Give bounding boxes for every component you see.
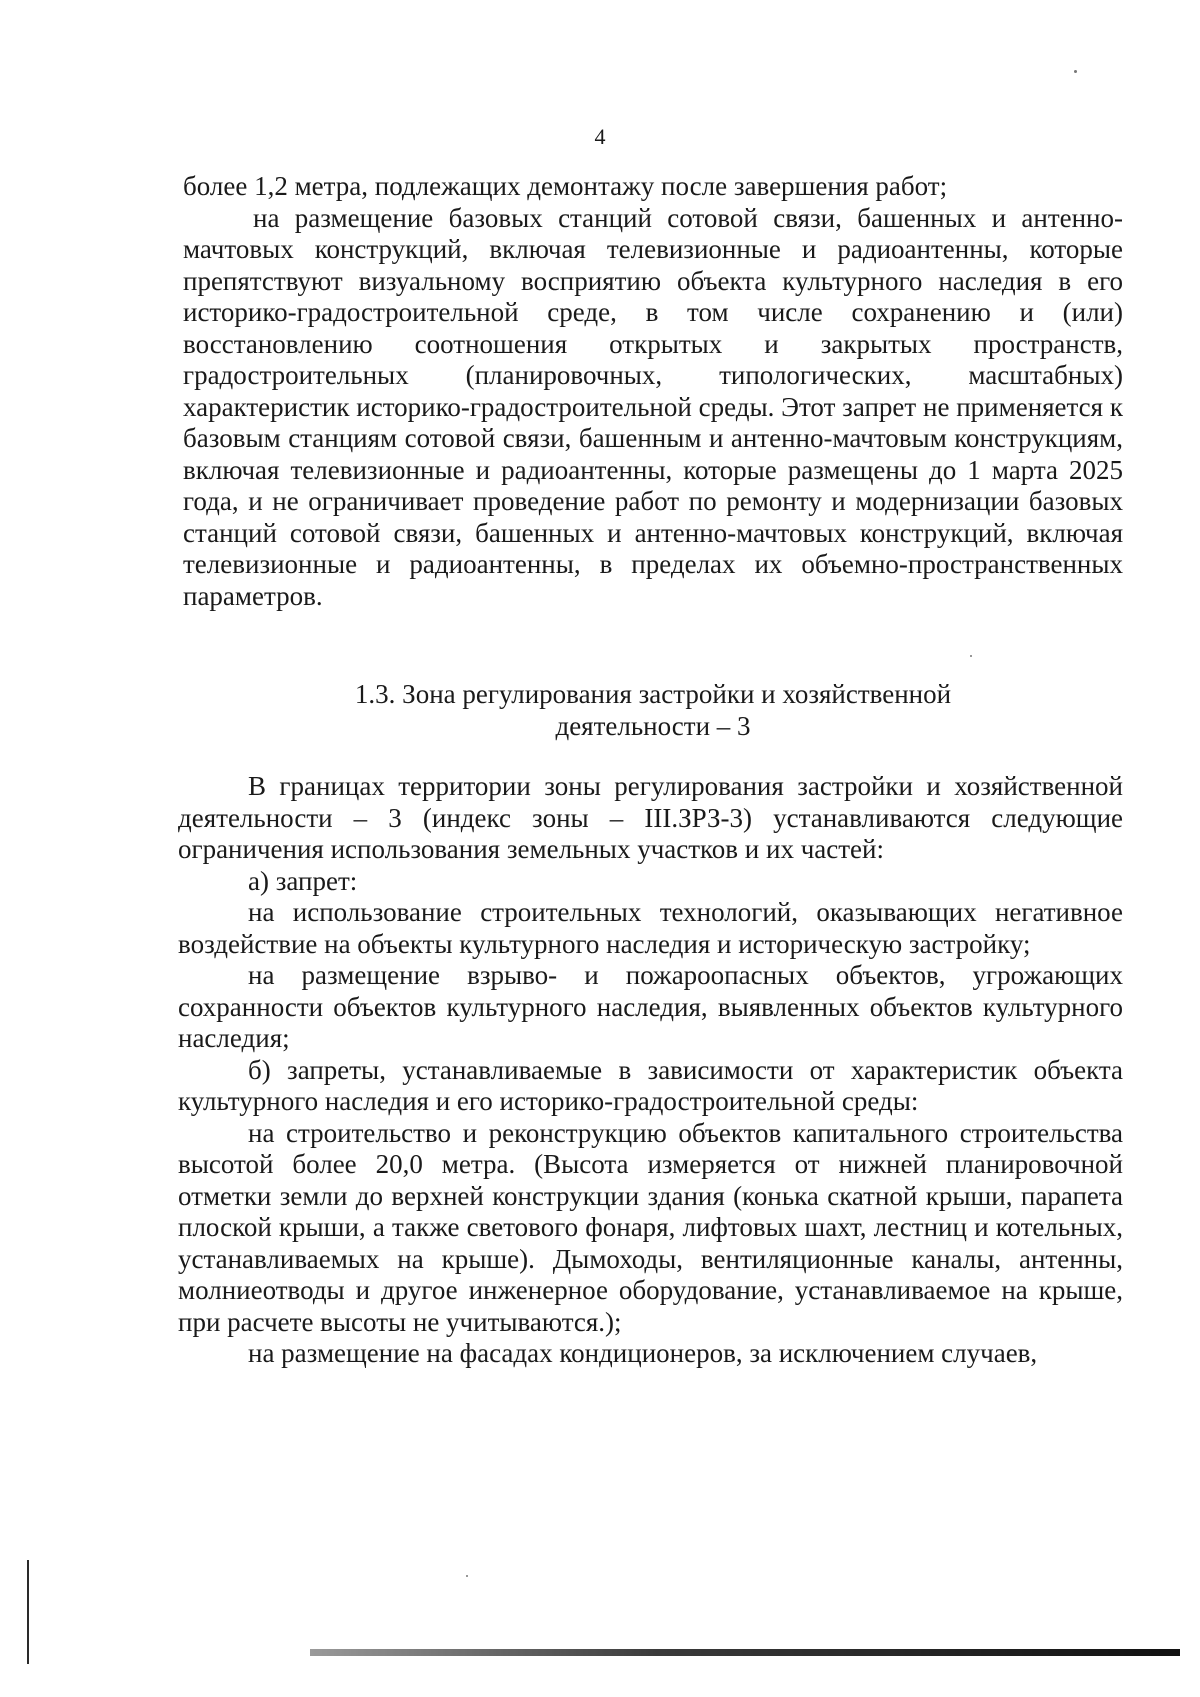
- top-text-block: [183, 171, 1123, 612]
- section-heading-line-1: 1.3. Зона регулирования застройки и хозяйственной: [354, 679, 952, 709]
- top-paragraph: более 1,2 метра, подлежащих демонтажу после завершения работ;: [183, 171, 948, 201]
- page-number: 4: [594, 124, 606, 149]
- bottom-paragraph: на использование строительных технологий, оказывающих негативное воздействие на объекты культурного наследия и историческую застройку;: [178, 897, 1123, 959]
- bottom-paragraph: В границах территории зоны регулирования застройки и хозяйственной деятельности – 3 (индекс зоны – III.ЗРЗ-3) устанавливаются следующие ограничения использования земельных участков и их частей:: [178, 771, 1123, 864]
- bottom-paragraph: на размещение на фасадах кондиционеров, за исключением случаев,: [248, 1338, 1038, 1368]
- scan-speck: [970, 655, 972, 657]
- top-paragraph: на размещение базовых станций сотовой связи, башенных и антенно-мачтовых конструкций, включая телевизионные и радиоантенны, которые препятствуют визуальному восприятию объекта культурного наследия в его историко-градостроительной среде, в том числе сохранению и (или) восстановлению соотношения открытых и закрытых пространств, градостроительных (планировочных, типологических, масштабных) характеристик историко-градостроительной среды. Этот запрет не применяется к базовым станциям сотовой связи, башенным и антенно-мачтовым конструкциям, включая телевизионные и радиоантенны, которые размещены до 1 марта 2025 года, и не ограничивает проведение работ по ремонту и модернизации базовых станций сотовой связи, башенных и антенно-мачтовых конструкций, включая телевизионные и радиоантенны, в пределах их объемно-пространственных параметров.: [183, 202, 1123, 611]
- bottom-paragraph: на размещение взрыво- и пожароопасных объектов, угрожающих сохранности объектов культурного наследия, выявленных объектов культурного наследия;: [178, 960, 1123, 1053]
- section-heading: [183, 678, 1123, 742]
- bottom-paragraph: б) запреты, устанавливаемые в зависимости от характеристик объекта культурного наследия и его историко-градостроительной среды:: [178, 1054, 1123, 1116]
- bottom-paragraph: на строительство и реконструкцию объектов капитального строительства высотой более 20,0 метра. (Высота измеряется от нижней планировочной отметки земли до верхней конструкции здания (конька скатной крыши, парапета плоской крыши, а также светового фонаря, лифтовых шахт, лестниц и котельных, устанавливаемых на крыше). Дымоходы, вентиляционные каналы, антенны, молниеотводы и другое инженерное оборудование, устанавливаемое на крыше, при расчете высоты не учитываются.);: [178, 1117, 1123, 1337]
- scan-margin-line: [27, 1560, 29, 1664]
- scan-bottom-rule: [310, 1649, 1180, 1656]
- section-heading-line-2: деятельности – 3: [555, 711, 751, 741]
- scan-speck: [1074, 70, 1077, 73]
- bottom-text-block: [178, 771, 1123, 1370]
- scan-speck: [466, 1575, 468, 1577]
- bottom-paragraph: а) запрет:: [248, 865, 358, 896]
